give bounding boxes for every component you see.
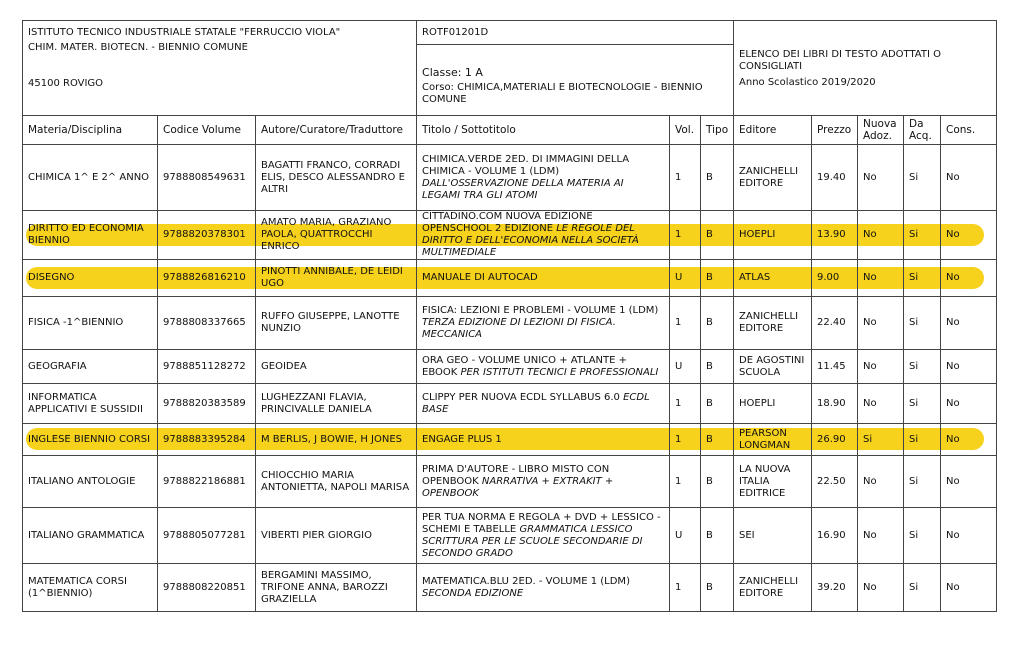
price-cell: 16.90	[812, 508, 858, 564]
isbn-cell: 9788851128272	[158, 350, 256, 384]
subject-cell: DIRITTO ED ECONOMIA BIENNIO	[23, 211, 158, 260]
subject-cell: ITALIANO GRAMMATICA	[23, 508, 158, 564]
new-adoption-cell: No	[858, 384, 904, 424]
author-cell: GEOIDEA	[256, 350, 417, 384]
to-buy-cell: Si	[904, 384, 941, 424]
to-buy-cell: Si	[904, 260, 941, 297]
author-cell: PINOTTI ANNIBALE, DE LEIDI UGO	[256, 260, 417, 297]
price-cell: 11.45	[812, 350, 858, 384]
type-cell: B	[701, 260, 734, 297]
publisher-cell: HOEPLI	[734, 384, 812, 424]
table-row	[23, 564, 997, 612]
isbn-cell: 9788808220851	[158, 564, 256, 612]
table-row	[23, 211, 997, 260]
list-title: ELENCO DEI LIBRI DI TESTO ADOTTATI O CONSIGLIATI	[739, 49, 941, 72]
class-info-cell	[417, 21, 734, 116]
subtitle-text: PER ISTITUTI TECNICI E PROFESSIONALI	[460, 366, 659, 378]
title-cell	[417, 564, 670, 612]
volume-cell: 1	[670, 564, 701, 612]
title-text: PER TUA NORMA E REGOLA + DVD + LESSICO - SCHEMI E TABELLE	[422, 511, 661, 535]
title-text: FISICA: LEZIONI E PROBLEMI - VOLUME 1 (LDM)	[422, 305, 659, 316]
subject-cell: ITALIANO ANTOLOGIE	[23, 456, 158, 508]
type-cell: B	[701, 211, 734, 260]
price-cell: 19.40	[812, 145, 858, 211]
price-cell: 22.40	[812, 297, 858, 350]
book-list-document	[22, 20, 996, 612]
col-header: Codice Volume	[158, 116, 256, 145]
book-list-table	[22, 20, 997, 612]
school-code: ROTF01201D	[417, 21, 733, 45]
table-row	[23, 456, 997, 508]
col-header: Cons.	[941, 116, 997, 145]
volume-cell: 1	[670, 145, 701, 211]
subtitle-text: ECDL BASE	[422, 391, 650, 415]
type-cell: B	[701, 456, 734, 508]
col-header: Autore/Curatore/Traduttore	[256, 116, 417, 145]
title-text: ENGAGE PLUS 1	[422, 433, 502, 445]
subtitle-text: DALL'OSSERVAZIONE DELLA MATERIA AI LEGAMI TRA GLI ATOMI	[422, 177, 624, 201]
table-row	[23, 145, 997, 211]
publisher-cell: ZANICHELLI EDITORE	[734, 564, 812, 612]
new-adoption-cell: No	[858, 145, 904, 211]
table-row	[23, 508, 997, 564]
col-header: Vol.	[670, 116, 701, 145]
volume-cell: 1	[670, 456, 701, 508]
isbn-cell: 9788883395284	[158, 424, 256, 456]
volume-cell: 1	[670, 384, 701, 424]
price-cell: 22.50	[812, 456, 858, 508]
new-adoption-cell: No	[858, 564, 904, 612]
recommended-cell: No	[941, 350, 997, 384]
subject-cell: INGLESE BIENNIO CORSI	[23, 424, 158, 456]
type-cell: B	[701, 564, 734, 612]
title-cell	[417, 456, 670, 508]
new-adoption-cell: No	[858, 508, 904, 564]
volume-cell: U	[670, 350, 701, 384]
col-header: Materia/Disciplina	[23, 116, 158, 145]
recommended-cell: No	[941, 384, 997, 424]
recommended-cell: No	[941, 297, 997, 350]
column-header-row	[23, 116, 997, 145]
table-row	[23, 424, 997, 456]
title-cell	[417, 211, 670, 260]
author-cell: CHIOCCHIO MARIA ANTONIETTA, NAPOLI MARISA	[256, 456, 417, 508]
publisher-cell: ZANICHELLI EDITORE	[734, 145, 812, 211]
isbn-cell: 9788826816210	[158, 260, 256, 297]
price-cell: 13.90	[812, 211, 858, 260]
new-adoption-cell: No	[858, 350, 904, 384]
col-header: Nuova Adoz.	[858, 116, 904, 145]
table-row	[23, 350, 997, 384]
col-header: Tipo	[701, 116, 734, 145]
type-cell: B	[701, 297, 734, 350]
to-buy-cell: Si	[904, 297, 941, 350]
title-cell	[417, 508, 670, 564]
to-buy-cell: Si	[904, 145, 941, 211]
title-text: CHIMICA.VERDE 2ED. DI IMMAGINI DELLA CHIMICA - VOLUME 1 (LDM)	[422, 153, 630, 177]
volume-cell: U	[670, 260, 701, 297]
title-cell	[417, 424, 670, 456]
author-cell: BAGATTI FRANCO, CORRADI ELIS, DESCO ALESSANDRO E ALTRI	[256, 145, 417, 211]
author-cell: BERGAMINI MASSIMO, TRIFONE ANNA, BAROZZI GRAZIELLA	[256, 564, 417, 612]
to-buy-cell: Si	[904, 350, 941, 384]
subject-cell: DISEGNO	[23, 260, 158, 297]
subject-cell: INFORMATICA APPLICATIVI E SUSSIDII	[23, 384, 158, 424]
publisher-cell: PEARSON LONGMAN	[734, 424, 812, 456]
recommended-cell: No	[941, 145, 997, 211]
title-text: MANUALE DI AUTOCAD	[422, 272, 538, 283]
title-text: PRIMA D'AUTORE - LIBRO MISTO CON OPENBOOK	[422, 463, 610, 487]
title-cell	[417, 297, 670, 350]
title-text: ORA GEO - VOLUME UNICO + ATLANTE + EBOOK	[422, 354, 628, 378]
new-adoption-cell: No	[858, 456, 904, 508]
recommended-cell: No	[941, 424, 997, 456]
publisher-cell: LA NUOVA ITALIA EDITRICE	[734, 456, 812, 508]
subject-cell: CHIMICA 1^ E 2^ ANNO	[23, 145, 158, 211]
class-label: Classe: 1 A	[422, 66, 483, 79]
school-info-cell	[23, 21, 417, 116]
recommended-cell: No	[941, 211, 997, 260]
author-cell: LUGHEZZANI FLAVIA, PRINCIVALLE DANIELA	[256, 384, 417, 424]
author-cell: M BERLIS, J BOWIE, H JONES	[256, 424, 417, 456]
subtitle-text: NARRATIVA + EXTRAKIT + OPENBOOK	[422, 475, 614, 499]
col-header: Titolo / Sottotitolo	[417, 116, 670, 145]
title-cell	[417, 260, 670, 297]
title-text: CITTADINO.COM NUOVA EDIZIONE OPENSCHOOL 2 EDIZIONE	[422, 211, 593, 234]
isbn-cell: 9788805077281	[158, 508, 256, 564]
table-row	[23, 260, 997, 297]
col-header: Da Acq.	[904, 116, 941, 145]
isbn-cell: 9788820378301	[158, 211, 256, 260]
price-cell: 9.00	[812, 260, 858, 297]
recommended-cell: No	[941, 456, 997, 508]
price-cell: 39.20	[812, 564, 858, 612]
to-buy-cell: Si	[904, 456, 941, 508]
col-header: Prezzo	[812, 116, 858, 145]
to-buy-cell: Si	[904, 424, 941, 456]
city: 45100 ROVIGO	[28, 78, 104, 89]
subtitle-text: SECONDA EDIZIONE	[422, 587, 524, 599]
publisher-cell: ATLAS	[734, 260, 812, 297]
subtitle-text: LE REGOLE DEL DIRITTO E DELL'ECONOMIA NELLA SOCIETÀ MULTIMEDIALE	[422, 223, 639, 258]
isbn-cell: 9788820383589	[158, 384, 256, 424]
new-adoption-cell: Si	[858, 424, 904, 456]
course-short: CHIM. MATER. BIOTECN. - BIENNIO COMUNE	[28, 42, 248, 53]
recommended-cell: No	[941, 260, 997, 297]
type-cell: B	[701, 508, 734, 564]
subject-cell: FISICA -1^BIENNIO	[23, 297, 158, 350]
subject-cell: MATEMATICA CORSI (1^BIENNIO)	[23, 564, 158, 612]
publisher-cell: DE AGOSTINI SCUOLA	[734, 350, 812, 384]
subtitle-text: TERZA EDIZIONE DI LEZIONI DI FISICA. MECCANICA	[422, 317, 616, 340]
publisher-cell: SEI	[734, 508, 812, 564]
to-buy-cell: Si	[904, 508, 941, 564]
isbn-cell: 9788808337665	[158, 297, 256, 350]
school-name: ISTITUTO TECNICO INDUSTRIALE STATALE "FERRUCCIO VIOLA"	[28, 27, 341, 38]
isbn-cell: 9788822186881	[158, 456, 256, 508]
type-cell: B	[701, 384, 734, 424]
price-cell: 18.90	[812, 384, 858, 424]
title-cell	[417, 384, 670, 424]
recommended-cell: No	[941, 564, 997, 612]
to-buy-cell: Si	[904, 211, 941, 260]
isbn-cell: 9788808549631	[158, 145, 256, 211]
price-cell: 26.90	[812, 424, 858, 456]
volume-cell: 1	[670, 297, 701, 350]
recommended-cell: No	[941, 508, 997, 564]
publisher-cell: ZANICHELLI EDITORE	[734, 297, 812, 350]
list-title-cell	[734, 21, 997, 116]
table-row	[23, 384, 997, 424]
school-year: Anno Scolastico 2019/2020	[739, 77, 876, 88]
volume-cell: 1	[670, 424, 701, 456]
type-cell: B	[701, 424, 734, 456]
volume-cell: U	[670, 508, 701, 564]
new-adoption-cell: No	[858, 211, 904, 260]
title-cell	[417, 350, 670, 384]
author-cell: RUFFO GIUSEPPE, LANOTTE NUNZIO	[256, 297, 417, 350]
author-cell: VIBERTI PIER GIORGIO	[256, 508, 417, 564]
subject-cell: GEOGRAFIA	[23, 350, 158, 384]
publisher-cell: HOEPLI	[734, 211, 812, 260]
subtitle-text: GRAMMATICA LESSICO SCRITTURA PER LE SCUOLE SECONDARIE DI SECONDO GRADO	[422, 523, 643, 559]
title-cell	[417, 145, 670, 211]
new-adoption-cell: No	[858, 297, 904, 350]
volume-cell: 1	[670, 211, 701, 260]
course-label: Corso: CHIMICA,MATERIALI E BIOTECNOLOGIE - BIENNIO COMUNE	[422, 82, 703, 105]
to-buy-cell: Si	[904, 564, 941, 612]
author-cell: AMATO MARIA, GRAZIANO PAOLA, QUATTROCCHI ENRICO	[256, 211, 417, 260]
new-adoption-cell: No	[858, 260, 904, 297]
title-text: MATEMATICA.BLU 2ED. - VOLUME 1 (LDM)	[422, 575, 630, 587]
table-row	[23, 297, 997, 350]
col-header: Editore	[734, 116, 812, 145]
type-cell: B	[701, 145, 734, 211]
type-cell: B	[701, 350, 734, 384]
title-text: CLIPPY PER NUOVA ECDL SYLLABUS 6.0	[422, 391, 620, 403]
